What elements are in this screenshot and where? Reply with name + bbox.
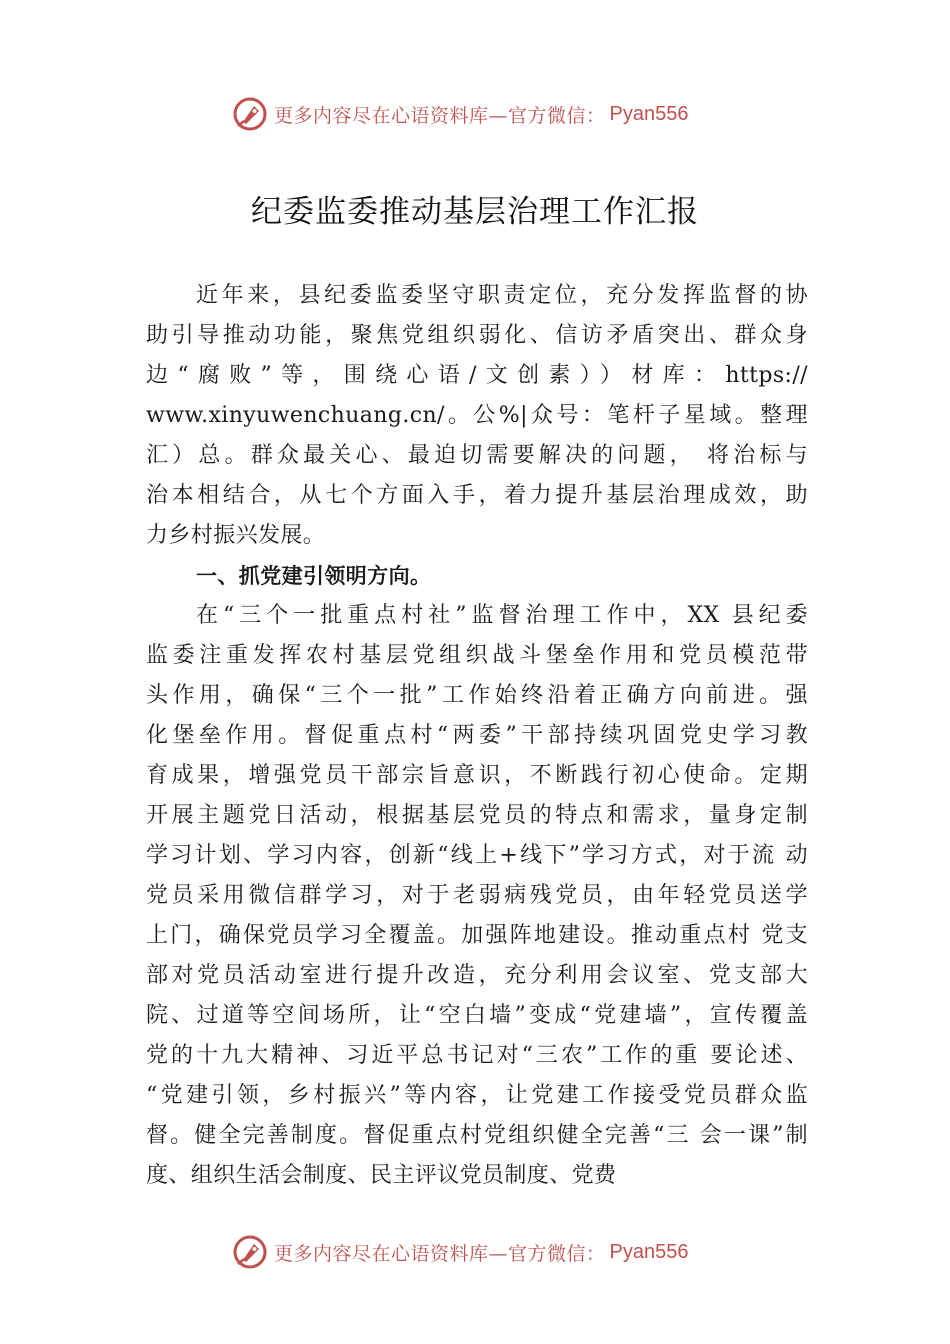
text-line: 督。健全完善制度。督促重点村党组织健全完善“三 会一课”制 [146, 1123, 808, 1148]
text-line: 院、过道等空间场所，让“空白墙”变成“党建墙”，宣传覆盖 [146, 1003, 808, 1028]
section-heading: 一、抓党建引领明方向。 [196, 564, 432, 588]
pen-nib-logo-icon [232, 1234, 268, 1270]
text-line: 党的十九大精神、习近平总书记对“三农”工作的重 要论述、 [146, 1043, 808, 1068]
document-title: 纪委监委推动基层治理工作汇报 [251, 194, 699, 230]
text-line: 育成果，增强党员干部宗旨意识，不断践行初心使命。定期 [146, 763, 808, 788]
text-line: www.xinyuwenchuang.cn/。公%|众号：笔杆子星域。整理 [146, 403, 808, 428]
banner-text: 更多内容尽在心语资料库—官方微信： [274, 104, 606, 127]
banner-text: 更多内容尽在心语资料库—官方微信： [274, 1242, 606, 1265]
text-line: 化堡垒作用。督促重点村“两委”干部持续巩固党史学习教 [146, 723, 808, 748]
document-body [146, 276, 808, 1196]
text-line: “党建引领，乡村振兴”等内容，让党建工作接受党员群众监 [146, 1083, 808, 1108]
text-line: 边“腐败”等，围绕心语/文创素））材库：https:// [146, 363, 808, 388]
footer-banner [232, 1232, 752, 1272]
wechat-id: Pyan556 [609, 102, 689, 125]
text-line: 开展主题党日活动，根据基层党员的特点和需求，量身定制 [146, 803, 808, 828]
text-line: 监委注重发挥农村基层党组织战斗堡垒作用和党员模范带 [146, 643, 808, 668]
pen-nib-logo-icon [232, 96, 268, 132]
text-line: 近年来，县纪委监委坚守职责定位，充分发挥监督的协 [196, 283, 808, 308]
header-banner [232, 94, 752, 134]
text-line: 部对党员活动室进行提升改造，充分利用会议室、党支部大 [146, 963, 808, 988]
text-line: 度、组织生活会制度、民主评议党员制度、党费 [146, 1163, 617, 1188]
text-line: 助引导推动功能，聚焦党组织弱化、信访矛盾突出、群众身 [146, 323, 808, 348]
text-line: 党员采用微信群学习，对于老弱病残党员，由年轻党员送学 [146, 883, 808, 908]
text-line: 在“三个一批重点村社”监督治理工作中，XX 县纪委 [196, 603, 808, 628]
wechat-id: Pyan556 [609, 1240, 689, 1263]
text-line: 头作用，确保“三个一批”工作始终沿着正确方向前进。强 [146, 683, 808, 708]
text-line: 力乡村振兴发展。 [146, 523, 326, 548]
text-line: 上门，确保党员学习全覆盖。加强阵地建设。推动重点村 党支 [146, 923, 808, 948]
text-line: 治本相结合，从七个方面入手，着力提升基层治理成效，助 [146, 483, 808, 508]
text-line: 学习计划、学习内容，创新“线上+线下”学习方式，对于流 动 [146, 843, 808, 868]
text-line: 汇）总。群众最关心、最迫切需要解决的问题， 将治标与 [146, 443, 808, 468]
